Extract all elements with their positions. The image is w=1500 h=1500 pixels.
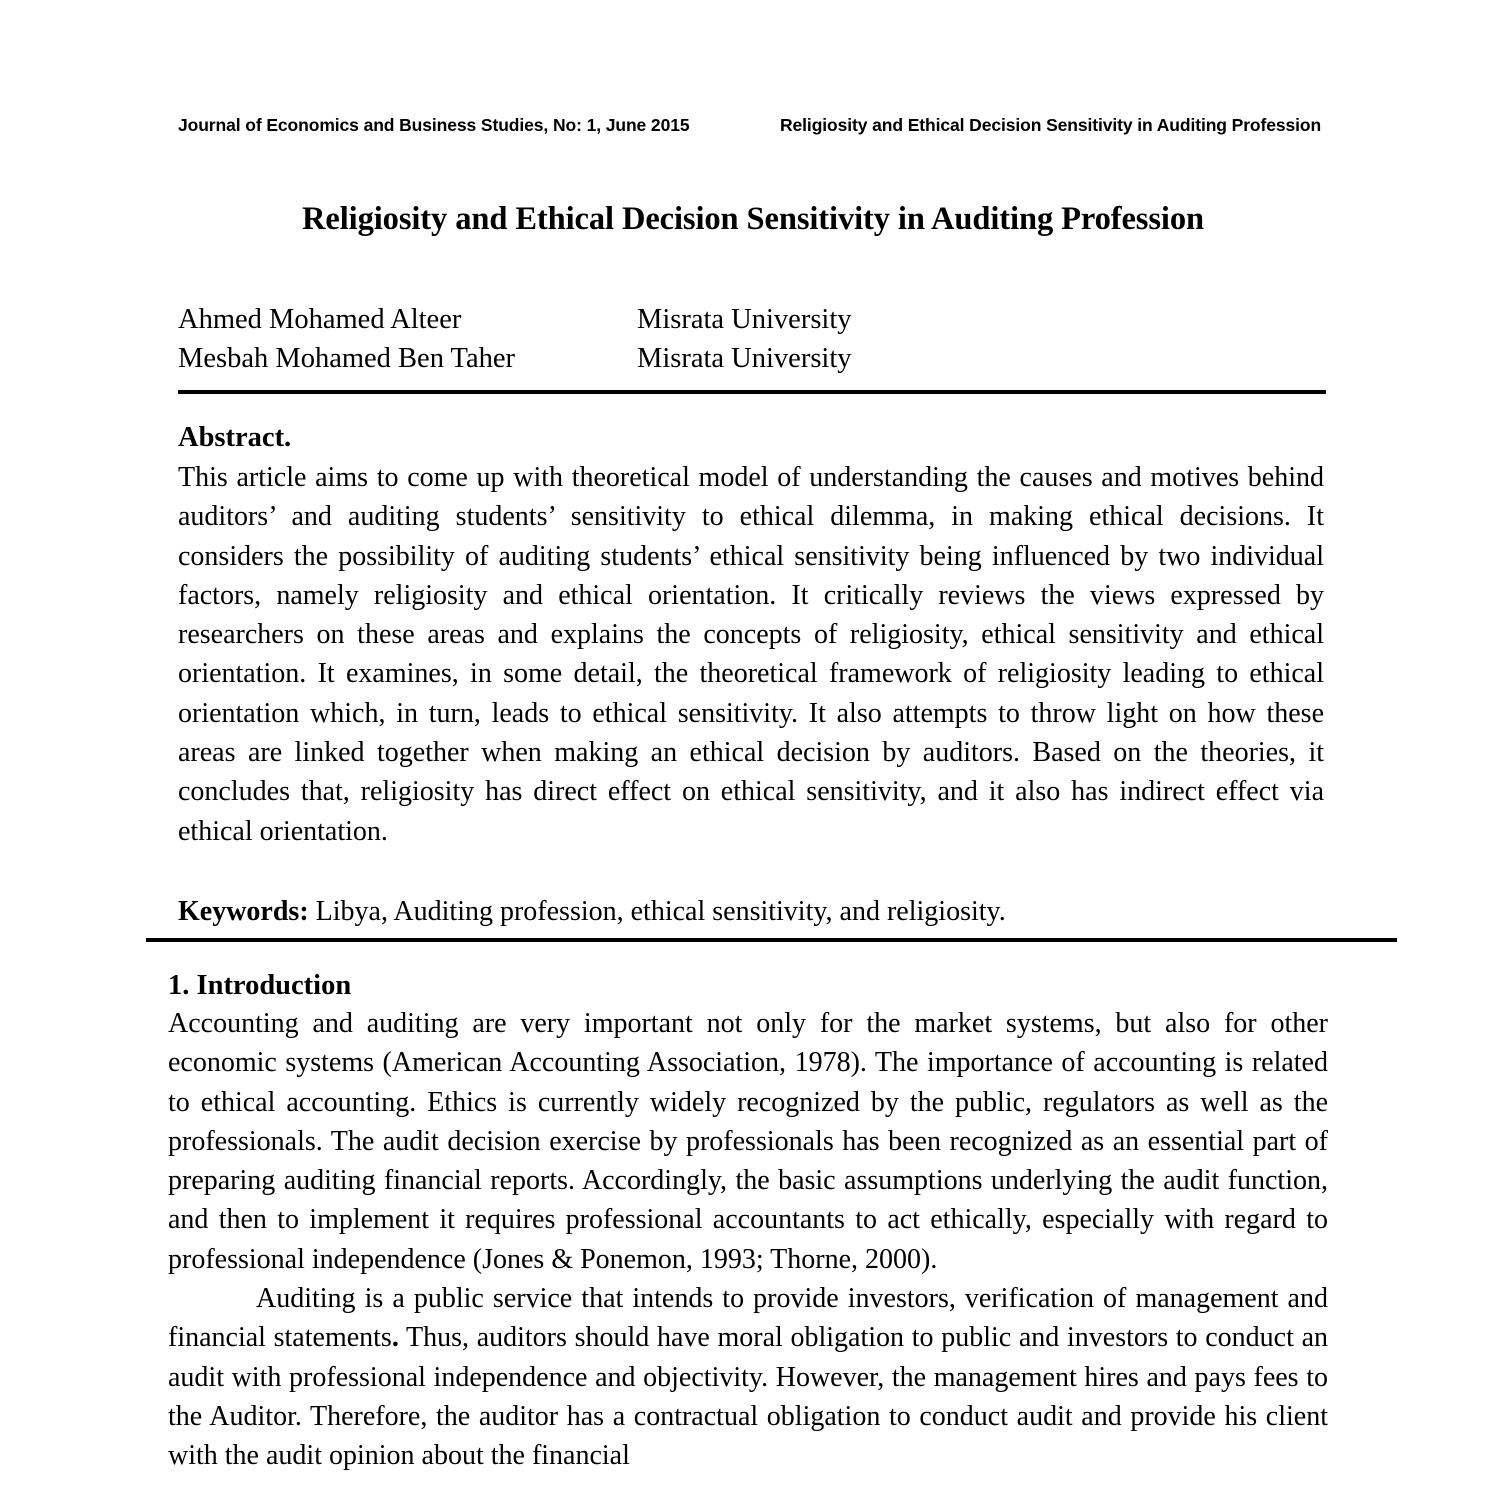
- keywords-value: Libya, Auditing profession, ethical sensitivity, and religiosity.: [308, 896, 1006, 927]
- author-affiliation: Misrata University: [637, 304, 852, 335]
- running-header-journal: Journal of Economics and Business Studies, No: 1, June 2015: [178, 115, 690, 135]
- authors-block: [178, 300, 1328, 378]
- author-affiliation: Misrata University: [637, 343, 852, 374]
- horizontal-rule-authors: [178, 390, 1326, 394]
- running-header: [178, 112, 1323, 138]
- author-name: Mesbah Mohamed Ben Taher: [178, 343, 516, 374]
- keywords-line: [178, 892, 1324, 931]
- horizontal-rule-abstract: [146, 938, 1397, 942]
- author-row: [178, 300, 1328, 339]
- paragraph-2-bold-period: .: [391, 1322, 399, 1354]
- abstract-text: This article aims to come up with theoretical model of understanding the causes and motives behind auditors’ and auditing students’ sensitivity to ethical dilemma, in making ethical decisions. It considers the possibility of auditing students’ ethical sensitivity being influenced by two individual factors, namely religiosity and ethical orientation. It critically reviews the views expressed by researchers on these areas and explains the concepts of religiosity, ethical sensitivity and ethical orientation. It examines, in some detail, the theoretical framework of religiosity leading to ethical orientation which, in turn, leads to ethical sensitivity. It also attempts to throw light on how these areas are linked together when making an ethical decision by auditors. Based on the theories, it concludes that, religiosity has direct effect on ethical sensitivity, and it also has indirect effect via ethical orientation.: [178, 462, 1324, 847]
- introduction-paragraph-2: [168, 1279, 1328, 1475]
- section-heading-introduction: 1. Introduction: [168, 970, 352, 1001]
- keywords-label: Keywords:: [178, 896, 309, 927]
- introduction-paragraph-1: Accounting and auditing are very important not only for the market systems, but also for other economic systems (American Accounting Association, 1978). The importance of accounting is related to ethical accounting. Ethics is currently widely recognized by the public, regulators as well as the professionals. The audit decision exercise by professionals has been recognized as an essential part of preparing auditing financial reports. Accordingly, the basic assumptions underlying the audit function, and then to implement it requires professional accountants to act ethically, especially with regard to professional independence (Jones & Ponemon, 1993; Thorne, 2000).: [168, 1008, 1328, 1275]
- abstract-block: [178, 418, 1324, 851]
- introduction-block: [168, 1004, 1328, 1476]
- author-name: Ahmed Mohamed Alteer: [178, 304, 462, 335]
- running-header-article-title: Religiosity and Ethical Decision Sensitivity in Auditing Profession: [780, 115, 1322, 135]
- page-title: Religiosity and Ethical Decision Sensitivity in Auditing Profession: [302, 201, 1204, 237]
- abstract-heading: Abstract.: [178, 422, 292, 453]
- paragraph-2-text-part-2: Thus, auditors should have moral obligation to public and investors to conduct an audit with professional independence and objectivity. However, the management hires and pays fees to the Auditor. Therefore, the auditor has a contractual obligation to conduct audit and provide his client with the audit opinion about the financial: [168, 1322, 1328, 1472]
- table-row: [178, 339, 1328, 378]
- paragraph-2-text-part-1: Auditing is a public service that intends to provide investors, verification of management and financial statements: [168, 1283, 1328, 1354]
